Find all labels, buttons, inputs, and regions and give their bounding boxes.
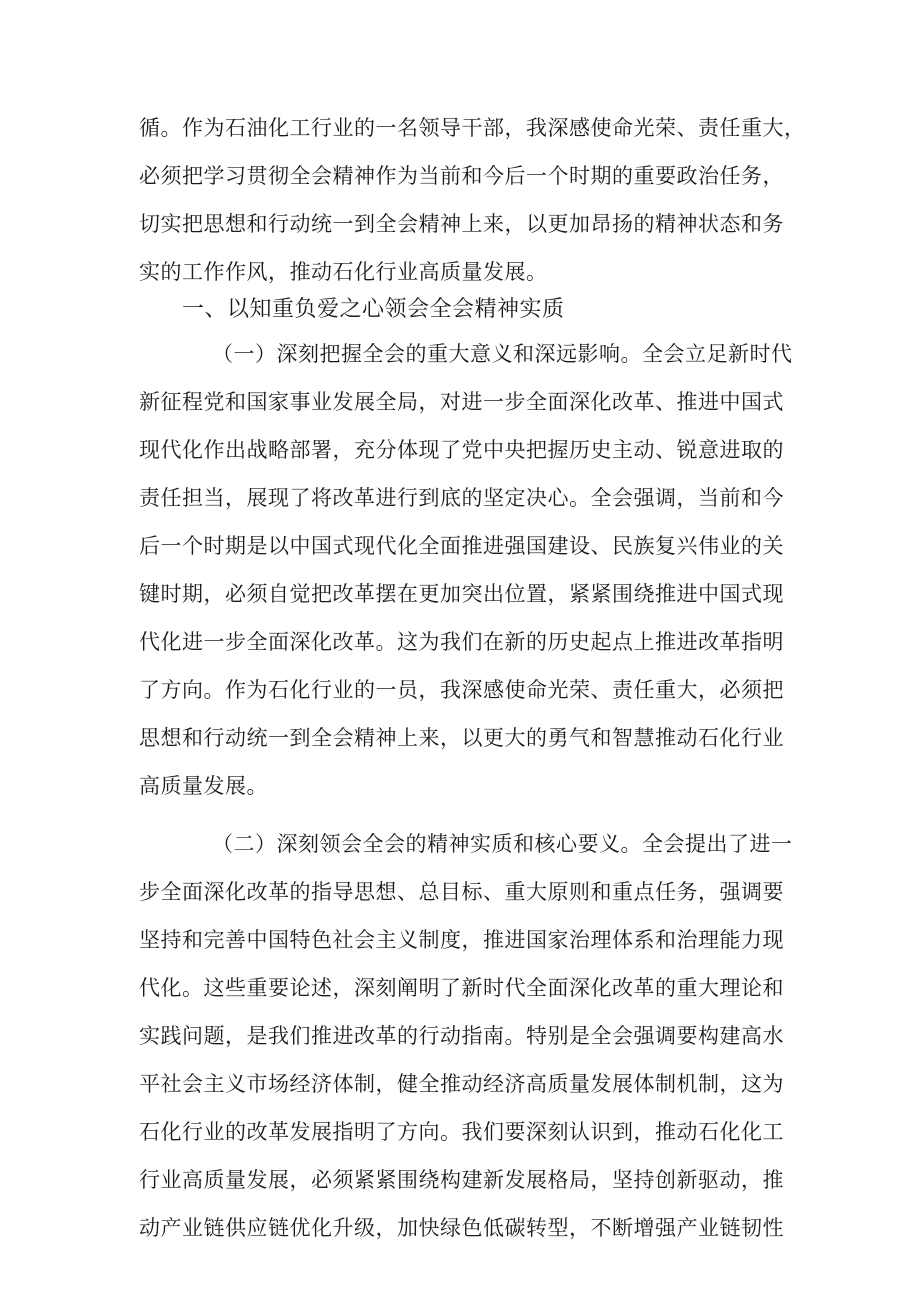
paragraph-1-line-1: （一）深刻把握全会的重大意义和深远影响。全会立足新时代 <box>212 342 793 366</box>
paragraph-1-line-8: 了方向。作为石化行业的一员，我深感使命光荣、责任重大，必须把 <box>139 678 784 702</box>
paragraph-2-line-2: 步全面深化改革的指导思想、总目标、重大原则和重点任务，强调要 <box>139 880 784 904</box>
paragraph-1-line-9: 思想和行动统一到全会精神上来，以更大的勇气和智慧推动石化行业 <box>139 726 784 750</box>
paragraph-2-line-4: 代化。这些重要论述，深刻阐明了新时代全面深化改革的重大理论和 <box>139 976 784 1000</box>
paragraph-2-line-8: 行业高质量发展，必须紧紧围绕构建新发展格局，坚持创新驱动，推 <box>139 1168 784 1192</box>
paragraph-2-line-3: 坚持和完善中国特色社会主义制度，推进国家治理体系和治理能力现 <box>139 928 784 952</box>
paragraph-2-line-1: （二）深刻领会全会的精神实质和核心要义。全会提出了进一 <box>212 832 793 856</box>
paragraph-intro-line-4: 实的工作作风，推动石化行业高质量发展。 <box>139 260 548 284</box>
paragraph-1-line-10: 高质量发展。 <box>139 774 268 798</box>
section-heading: 一、以知重负爱之心领会全会精神实质 <box>182 297 565 322</box>
paragraph-1-line-3: 现代化作出战略部署，充分体现了党中央把握历史主动、锐意进取的 <box>139 438 784 462</box>
paragraph-1-line-2: 新征程党和国家事业发展全局，对进一步全面深化改革、推进中国式 <box>139 390 784 414</box>
paragraph-intro-line-2: 必须把学习贯彻全会精神作为当前和今后一个时期的重要政治任务， <box>139 164 784 188</box>
paragraph-1-line-7: 代化进一步全面深化改革。这为我们在新的历史起点上推进改革指明 <box>139 630 784 654</box>
paragraph-intro-line-1: 循。作为石油化工行业的一名领导干部，我深感使命光荣、责任重大， <box>139 116 806 140</box>
paragraph-2-line-7: 石化行业的改革发展指明了方向。我们要深刻认识到，推动石化化工 <box>139 1120 784 1144</box>
paragraph-2-line-5: 实践问题，是我们推进改革的行动指南。特别是全会强调要构建高水 <box>139 1024 784 1048</box>
paragraph-1-line-5: 后一个时期是以中国式现代化全面推进强国建设、民族复兴伟业的关 <box>139 534 784 558</box>
paragraph-2-line-9: 动产业链供应链优化升级，加快绿色低碳转型，不断增强产业链韧性 <box>139 1216 784 1240</box>
paragraph-2-line-6: 平社会主义市场经济体制，健全推动经济高质量发展体制机制，这为 <box>139 1072 784 1096</box>
paragraph-1-line-4: 责任担当，展现了将改革进行到底的坚定决心。全会强调，当前和今 <box>139 486 784 510</box>
paragraph-intro-line-3: 切实把思想和行动统一到全会精神上来，以更加昂扬的精神状态和务 <box>139 212 784 236</box>
paragraph-1-line-6: 键时期，必须自觉把改革摆在更加突出位置，紧紧围绕推进中国式现 <box>139 582 784 606</box>
